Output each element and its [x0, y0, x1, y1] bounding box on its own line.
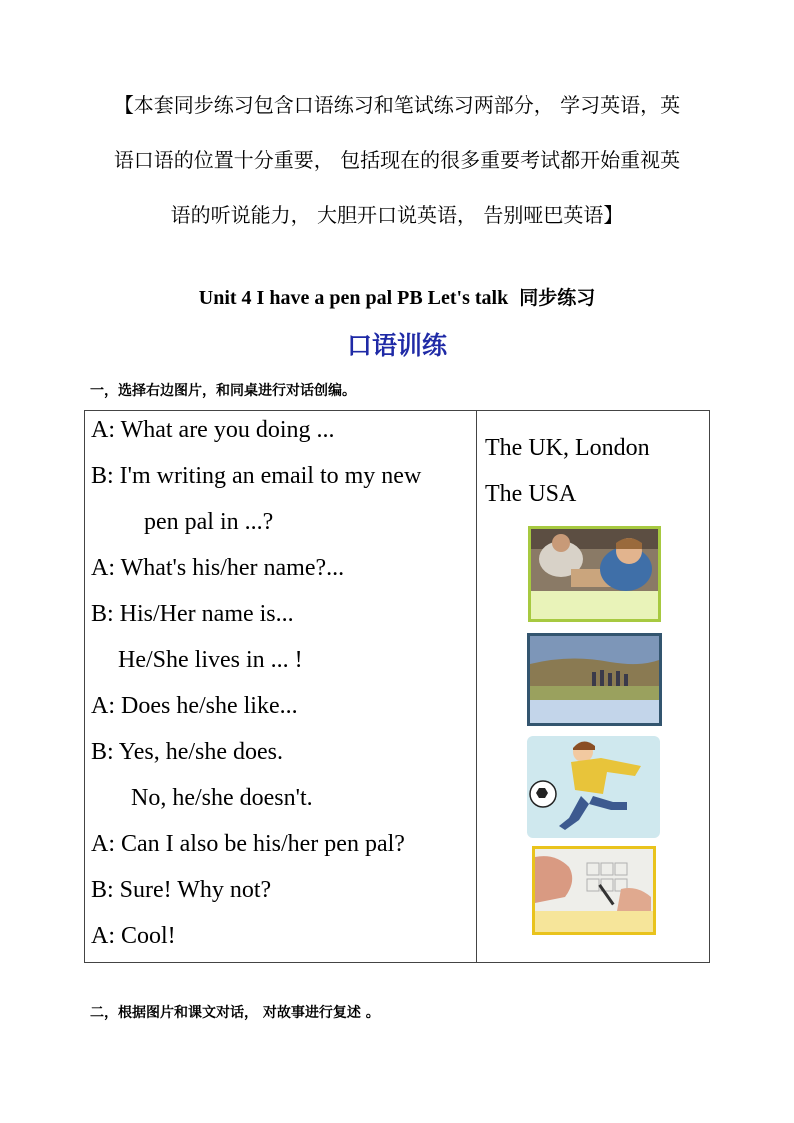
dialogue-line: A: Can I also be his/her pen pal?	[91, 831, 405, 857]
dialogue-column	[91, 407, 471, 959]
dialogue-line: A: What's his/her name?...	[91, 555, 345, 581]
table-divider	[476, 411, 477, 962]
intro-line-2: 语口语的位置十分重要， 包括现在的很多重要考试都开始重视英	[113, 148, 681, 172]
places-list	[485, 425, 650, 517]
dialogue-line: B: His/Her name is...	[91, 601, 294, 627]
dialogue-line: B: I'm writing an email to my new	[91, 463, 422, 489]
title-english: Unit 4 I have a pen pal PB Let's talk	[198, 287, 509, 309]
dialogue-line: A: Cool!	[91, 923, 176, 949]
intro-paragraph	[80, 78, 714, 243]
kids-cooking-photo	[528, 526, 661, 622]
dialogue-line: No, he/she doesn't.	[131, 785, 313, 811]
dialogue-line: He/She lives in ... !	[118, 647, 303, 673]
dialogue-line: A: What are you doing ...	[91, 417, 335, 443]
intro-line-1: 【本套同步练习包含口语练习和笔试练习两部分， 学习英语，英	[113, 93, 681, 117]
section-subtitle: 口语训练	[346, 331, 447, 360]
section-1-heading: 一，选择右边图片，和同桌进行对话创编。	[90, 383, 356, 399]
dialogue-line: B: Yes, he/she does.	[91, 739, 284, 765]
place-item: The UK, London	[485, 435, 650, 461]
boy-kicking-football-illustration	[527, 736, 660, 838]
place-item: The USA	[485, 481, 577, 507]
page-title	[0, 283, 794, 310]
dialogue-table	[84, 410, 710, 963]
title-chinese: 同步练习	[519, 287, 596, 309]
section-2-heading: 二，根据图片和课文对话， 对故事进行复述 。	[90, 1005, 380, 1021]
hand-writing-chinese-photo	[532, 846, 656, 935]
dialogue-line: B: Sure! Why not?	[91, 877, 272, 903]
hiking-group-photo	[527, 633, 662, 726]
intro-line-3: 语的听说能力， 大胆开口说英语， 告别哑巴英语】	[170, 203, 624, 227]
dialogue-line: A: Does he/she like...	[91, 693, 298, 719]
dialogue-line: pen pal in ...?	[144, 509, 274, 535]
